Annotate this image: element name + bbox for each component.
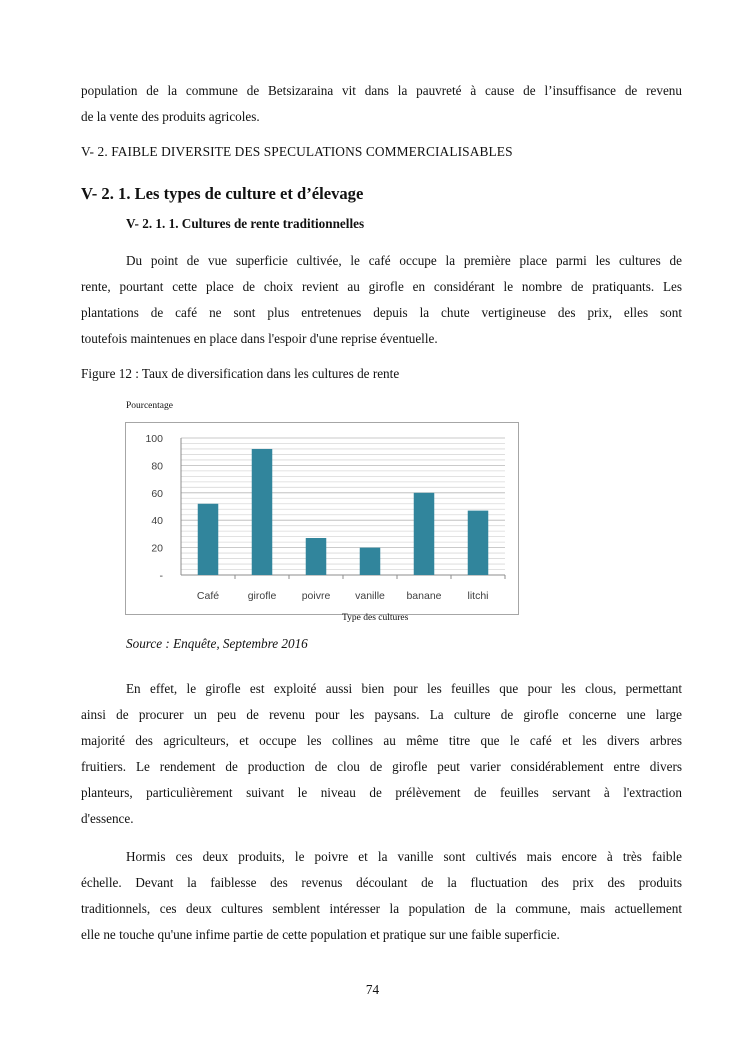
paragraph-line: Hormis ces deux produits, le poivre et la vanille sont cultivés mais encore à très faible — [126, 849, 682, 864]
page-number: 74 — [365, 982, 380, 997]
x-tick-label: litchi — [467, 590, 489, 602]
paragraph-line: En effet, le girofle est exploité aussi bien pour les feuilles que pour les clous, permettant — [126, 681, 682, 696]
paragraph-line: majorité des agriculteurs, et occupe les collines au même titre que le café et les divers arbres — [81, 733, 682, 748]
paragraph-cultures-rente — [81, 248, 682, 352]
paragraph-line: fruitiers. Le rendement de production de clou de girofle peut varier considérablement entre divers — [81, 759, 682, 774]
subsection-heading: V- 2. 1. Les types de culture et d’élevage — [81, 184, 364, 203]
x-tick-label: vanille — [355, 590, 385, 602]
chart-border — [126, 423, 519, 615]
chart-x-axis-title: Type des cultures — [342, 613, 409, 623]
paragraph-line: elle ne touche qu'une infime partie de cette population et pratique sur une faible superficie. — [81, 927, 560, 942]
paragraph-line: Du point de vue superficie cultivée, le café occupe la première place parmi les cultures de — [126, 253, 682, 268]
paragraph-line: rente, pourtant cette place de choix revient au girofle en considérant le nombre de pratiquants. Les — [81, 279, 682, 294]
bar-2 — [306, 538, 327, 575]
paragraph-line: d'essence. — [81, 811, 134, 826]
bar-4 — [414, 493, 435, 575]
chart-y-axis-title: Pourcentage — [126, 401, 173, 411]
y-tick-label: 40 — [151, 515, 163, 528]
y-tick-label: 80 — [151, 460, 163, 473]
figure-source: Source : Enquête, Septembre 2016 — [126, 636, 308, 651]
bar-chart-svg — [125, 422, 519, 615]
paragraph-line: population de la commune de Betsizaraina vit dans la pauvreté à cause de l’insuffisance de revenu — [81, 83, 682, 98]
y-tick-label: 20 — [151, 542, 163, 555]
figure-caption: Figure 12 : Taux de diversification dans les cultures de rente — [81, 366, 400, 381]
intro-paragraph — [81, 78, 682, 130]
x-tick-label: banane — [406, 590, 442, 602]
paragraph-line: plantations de café ne sont plus entretenues depuis la chute vertigineuse des prix, elles sont — [81, 305, 682, 320]
bar-1 — [252, 449, 273, 575]
section-heading: V- 2. FAIBLE DIVERSITE DES SPECULATIONS COMMERCIALISABLES — [81, 144, 513, 159]
paragraph-line: planteurs, particulièrement suivant le niveau de prélèvement de feuilles servant à l'extraction — [81, 785, 682, 800]
paragraph-poivre-vanille — [81, 844, 682, 948]
paragraph-line: de la vente des produits agricoles. — [81, 109, 260, 124]
bar-3 — [360, 548, 381, 575]
bar-chart — [125, 422, 519, 615]
paragraph-line: toutefois maintenues en place dans l'espoir d'une reprise éventuelle. — [81, 331, 438, 346]
bar-5 — [468, 511, 489, 575]
paragraph-line: ainsi de procurer un peu de revenu pour les paysans. La culture de girofle concerne une large — [81, 707, 682, 722]
paragraph-line: traditionnels, ces deux cultures semblent intéresser la population de la commune, mais actuellement — [81, 901, 682, 916]
x-tick-label: poivre — [301, 590, 331, 602]
y-tick-label: 100 — [145, 433, 163, 445]
subsubsection-heading: V- 2. 1. 1. Cultures de rente traditionnelles — [126, 216, 365, 231]
x-tick-label: Café — [196, 590, 220, 602]
paragraph-line: échelle. Devant la faiblesse des revenus découlant de la fluctuation des prix des produits — [81, 875, 682, 890]
paragraph-girofle — [81, 676, 682, 832]
bar-0 — [198, 504, 219, 575]
y-tick-label: 60 — [151, 487, 163, 500]
y-tick-label: - — [159, 570, 163, 582]
x-tick-label: girofle — [247, 590, 277, 602]
